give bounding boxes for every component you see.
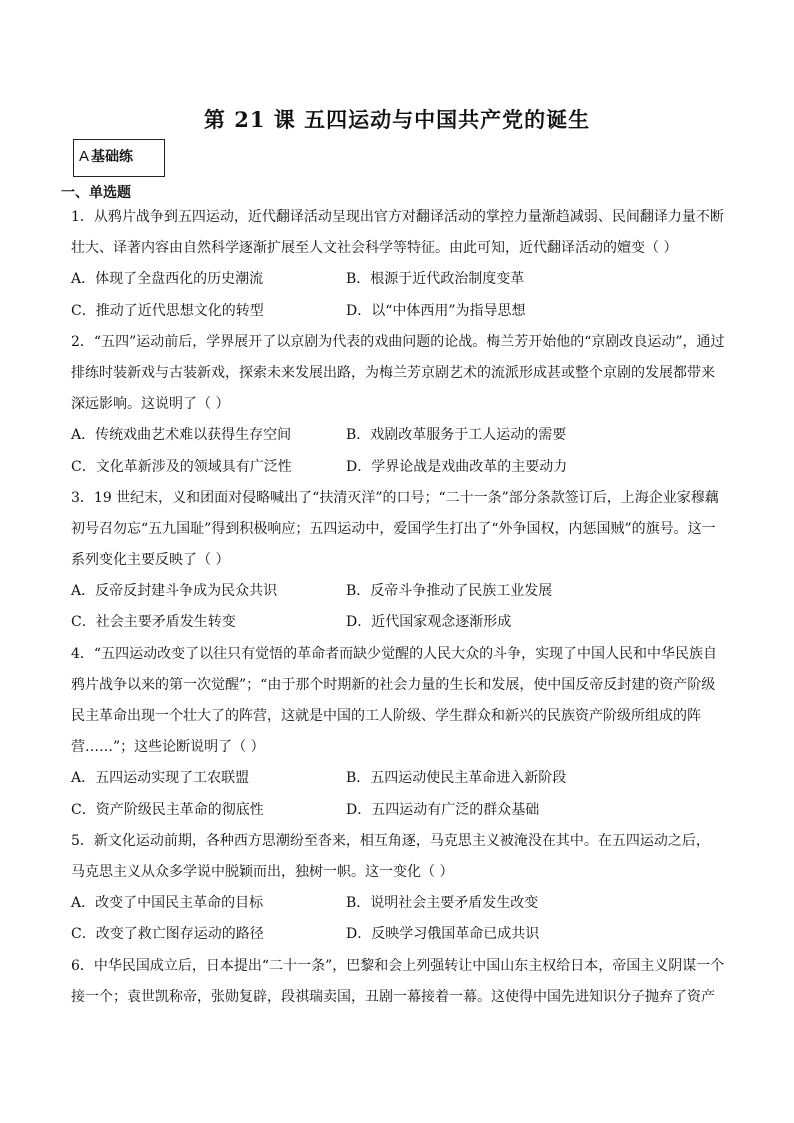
answer-option: B．根源于近代政治制度变革 xyxy=(346,271,525,288)
option-row xyxy=(71,264,731,295)
question-stem-line: 3．19 世纪末，义和团面对侵略喊出了“扶清灭洋”的口号；“二十一条”部分条款签订后，上海企业家穆藕 xyxy=(71,489,719,506)
answer-option: A．传统戏曲艺术难以获得生存空间 xyxy=(71,427,292,444)
question-stem-line: 2．“五四”运动前后，学界展开了以京剧为代表的戏曲问题的论战。梅兰芳开始他的“京剧改良运动”，通过 xyxy=(71,333,725,350)
option-row xyxy=(71,576,731,607)
question-1 xyxy=(71,202,731,327)
question-stem-line: 营……”；这些论断说明了（ ） xyxy=(71,739,265,756)
answer-option: D．反映学习俄国革命已成共识 xyxy=(346,926,540,943)
answer-option: A．改变了中国民主革命的目标 xyxy=(71,895,264,912)
question-stem-line: 马克思主义从众多学说中脱颖而出，独树一帜。这一变化（ ） xyxy=(71,863,454,880)
question-stem-line: 排练时装新戏与古装新戏，探索未来发展出路，为梅兰芳京剧艺术的流派形成甚或整个京剧的发展都带来 xyxy=(71,364,715,381)
question-stem-line: 系列变化主要反映了（ ） xyxy=(71,552,230,569)
answer-option: B．反帝斗争推动了民族工业发展 xyxy=(346,583,553,600)
answer-option: B．说明社会主要矛盾发生改变 xyxy=(346,895,539,912)
question-stem-line: 4．“五四运动改变了以往只有觉悟的革命者而缺少觉醒的人民大众的斗争，实现了中国人民和中华民族自 xyxy=(71,645,718,662)
question-5 xyxy=(71,826,731,951)
question-stem-line: 1．从鸦片战争到五四运动，近代翻译活动呈现出官方对翻译活动的掌控力量渐趋减弱、民间翻译力量不断 xyxy=(71,209,724,225)
option-row xyxy=(71,919,731,950)
answer-option: B．五四运动使民主革命进入新阶段 xyxy=(346,770,567,787)
answer-option: C．文化革新涉及的领域具有广泛性 xyxy=(71,458,292,475)
answer-option: C．资产阶级民主革命的彻底性 xyxy=(71,801,264,818)
question-list xyxy=(71,202,731,1013)
answer-option: A．反帝反封建斗争成为民众共识 xyxy=(71,583,278,600)
question-stem-line: 接一个；袁世凯称帝，张勋复辟，段祺瑞卖国，丑剧一幕接着一幕。这使得中国先进知识分子抛弃了资产 xyxy=(71,988,715,1005)
option-row xyxy=(71,607,731,638)
answer-option: A．五四运动实现了工农联盟 xyxy=(71,770,250,787)
answer-option: B．戏剧改革服务于工人运动的需要 xyxy=(346,427,567,444)
section-heading: 一、单选题 xyxy=(61,185,131,201)
answer-option: D．近代国家观念逐渐形成 xyxy=(346,614,512,631)
page-title: 第 21 课 五四运动与中国共产党的诞生 xyxy=(203,107,591,132)
question-3 xyxy=(71,483,731,639)
answer-option: C．社会主要矛盾发生转变 xyxy=(71,614,236,631)
question-6 xyxy=(71,951,731,1013)
option-row xyxy=(71,888,731,919)
question-stem-line: 初号召勿忘“五九国耻”得到积极响应；五四运动中，爱国学生打出了“外争国权，内惩国贼”的旗号。这一 xyxy=(71,520,716,537)
option-row xyxy=(71,296,731,327)
question-stem-line: 深远影响。这说明了（ ） xyxy=(71,396,230,413)
badge-letter: A xyxy=(79,148,90,165)
question-4 xyxy=(71,639,731,826)
badge-text: 基础练 xyxy=(91,149,134,165)
option-row xyxy=(71,795,731,826)
answer-option: A．体现了全盘西化的历史潮流 xyxy=(71,271,264,288)
answer-option: C．改变了救亡图存运动的路径 xyxy=(71,926,264,943)
answer-option: D．五四运动有广泛的群众基础 xyxy=(346,801,540,818)
option-row xyxy=(71,452,731,483)
question-2 xyxy=(71,327,731,483)
option-row xyxy=(71,763,731,794)
option-row xyxy=(71,420,731,451)
question-stem-line: 壮大、译著内容由自然科学逐渐扩展至人文社会科学等特征。由此可知，近代翻译活动的嬗变（ ） xyxy=(71,240,678,257)
section-badge xyxy=(73,139,165,177)
question-stem-line: 6．中华民国成立后，日本提出“二十一条”，巴黎和会上列强转让中国山东主权给日本，帝国主义阴谋一个 xyxy=(71,957,725,974)
answer-option: D．学界论战是戏曲改革的主要动力 xyxy=(346,458,568,475)
question-stem-line: 鸦片战争以来的第一次觉醒”；“由于那个时期新的社会力量的生长和发展，使中国反帝反封建的资产阶级 xyxy=(71,676,716,693)
answer-option: C．推动了近代思想文化的转型 xyxy=(71,302,264,319)
question-stem-line: 民主革命出现一个壮大了的阵营，这就是中国的工人阶级、学生群众和新兴的民族资产阶级所组成的阵 xyxy=(71,708,701,724)
question-stem-line: 5．新文化运动前期，各种西方思潮纷至沓来，相互角逐，马克思主义被淹没在其中。在五四运动之后， xyxy=(71,832,710,849)
answer-option: D．以“中体西用”为指导思想 xyxy=(346,302,526,319)
